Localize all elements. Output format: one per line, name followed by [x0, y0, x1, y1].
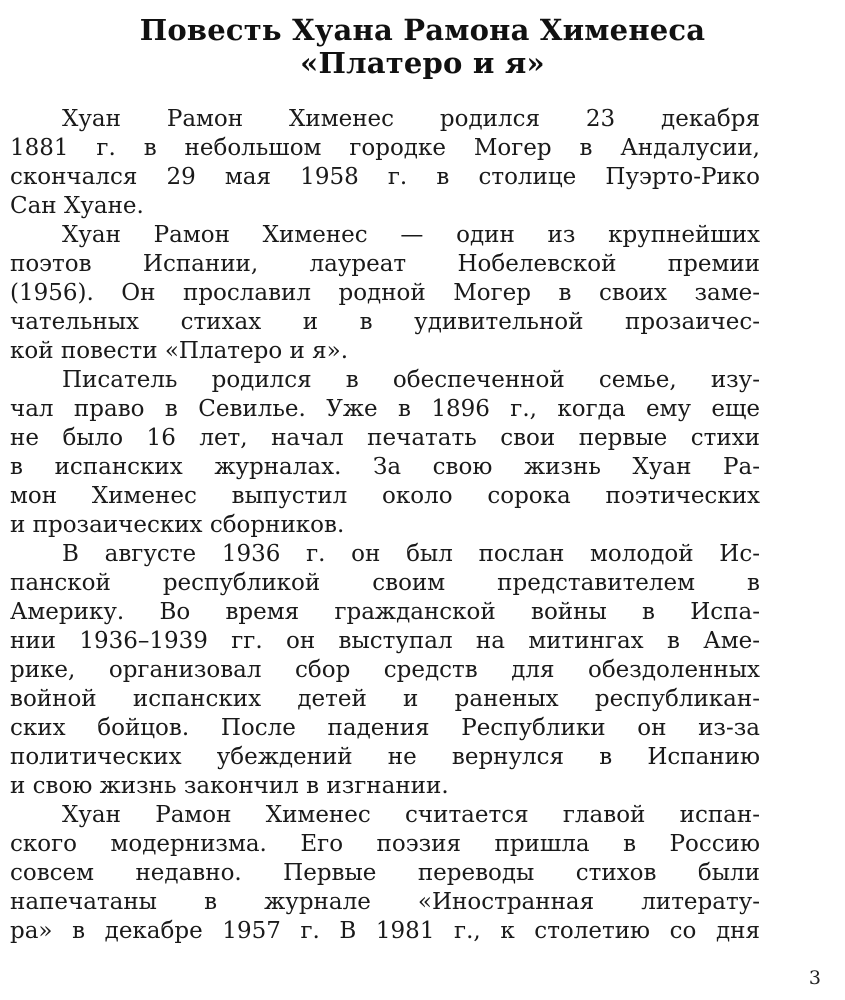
text-line: поэтов Испании, лауреат Нобелевской премии: [10, 251, 760, 277]
text-line: Сан Хуане.: [10, 193, 144, 219]
text-line: Писатель родился в обеспеченной семье, изу-: [62, 367, 760, 393]
text-line: (1956). Он прославил родной Могер в своих заме-: [10, 280, 760, 306]
text-line: не было 16 лет, начал печатать свои первые стихи: [10, 425, 760, 451]
text-line: Америку. Во время гражданской войны в Испа-: [10, 599, 760, 625]
text-line: нии 1936–1939 гг. он выступал на митингах в Аме-: [10, 628, 760, 654]
text-line: и свою жизнь закончил в изгнании.: [10, 773, 449, 799]
body-text: [10, 105, 760, 946]
text-line: 1881 г. в небольшом городке Могер в Андалусии,: [10, 135, 760, 161]
text-line: войной испанских детей и раненых республикан-: [10, 686, 760, 712]
text-line: напечатаны в журнале «Иностранная литерату-: [10, 889, 760, 915]
text-line: чательных стихах и в удивительной прозаичес-: [10, 309, 760, 335]
text-line: в испанских журналах. За свою жизнь Хуан Ра-: [10, 454, 760, 480]
page-title: [0, 14, 845, 80]
text-line: скончался 29 мая 1958 г. в столице Пуэрто-Рико: [10, 164, 760, 190]
text-line: рике, организовал сбор средств для обездоленных: [10, 657, 760, 683]
text-line: Хуан Рамон Хименес родился 23 декабря: [62, 106, 760, 132]
paragraph: [10, 801, 760, 946]
text-line: политических убеждений не вернулся в Испанию: [10, 744, 760, 770]
text-line: кой повести «Платеро и я».: [10, 338, 349, 364]
paragraph: [10, 366, 760, 540]
text-line: чал право в Севилье. Уже в 1896 г., когда ему еще: [10, 396, 760, 422]
title-line: «Платеро и я»: [300, 46, 545, 80]
text-line: Хуан Рамон Хименес считается главой испан-: [62, 802, 760, 828]
text-line: панской республикой своим представителем в: [10, 570, 760, 596]
paragraph: [10, 540, 760, 801]
text-line: ра» в декабре 1957 г. В 1981 г., к столетию со дня: [10, 918, 760, 944]
text-line: Хуан Рамон Хименес — один из крупнейших: [62, 222, 760, 248]
text-line: мон Хименес выпустил около сорока поэтических: [10, 483, 760, 509]
paragraph: [10, 221, 760, 366]
text-line: В августе 1936 г. он был послан молодой Ис-: [62, 541, 760, 567]
text-line: и прозаических сборников.: [10, 512, 345, 538]
text-line: ского модернизма. Его поэзия пришла в Россию: [10, 831, 760, 857]
text-line: совсем недавно. Первые переводы стихов были: [10, 860, 760, 886]
title-line: Повесть Хуана Рамона Хименеса: [139, 13, 706, 47]
page-number: 3: [808, 967, 821, 989]
paragraph: [10, 105, 760, 221]
text-line: ских бойцов. После падения Республики он из-за: [10, 715, 760, 741]
